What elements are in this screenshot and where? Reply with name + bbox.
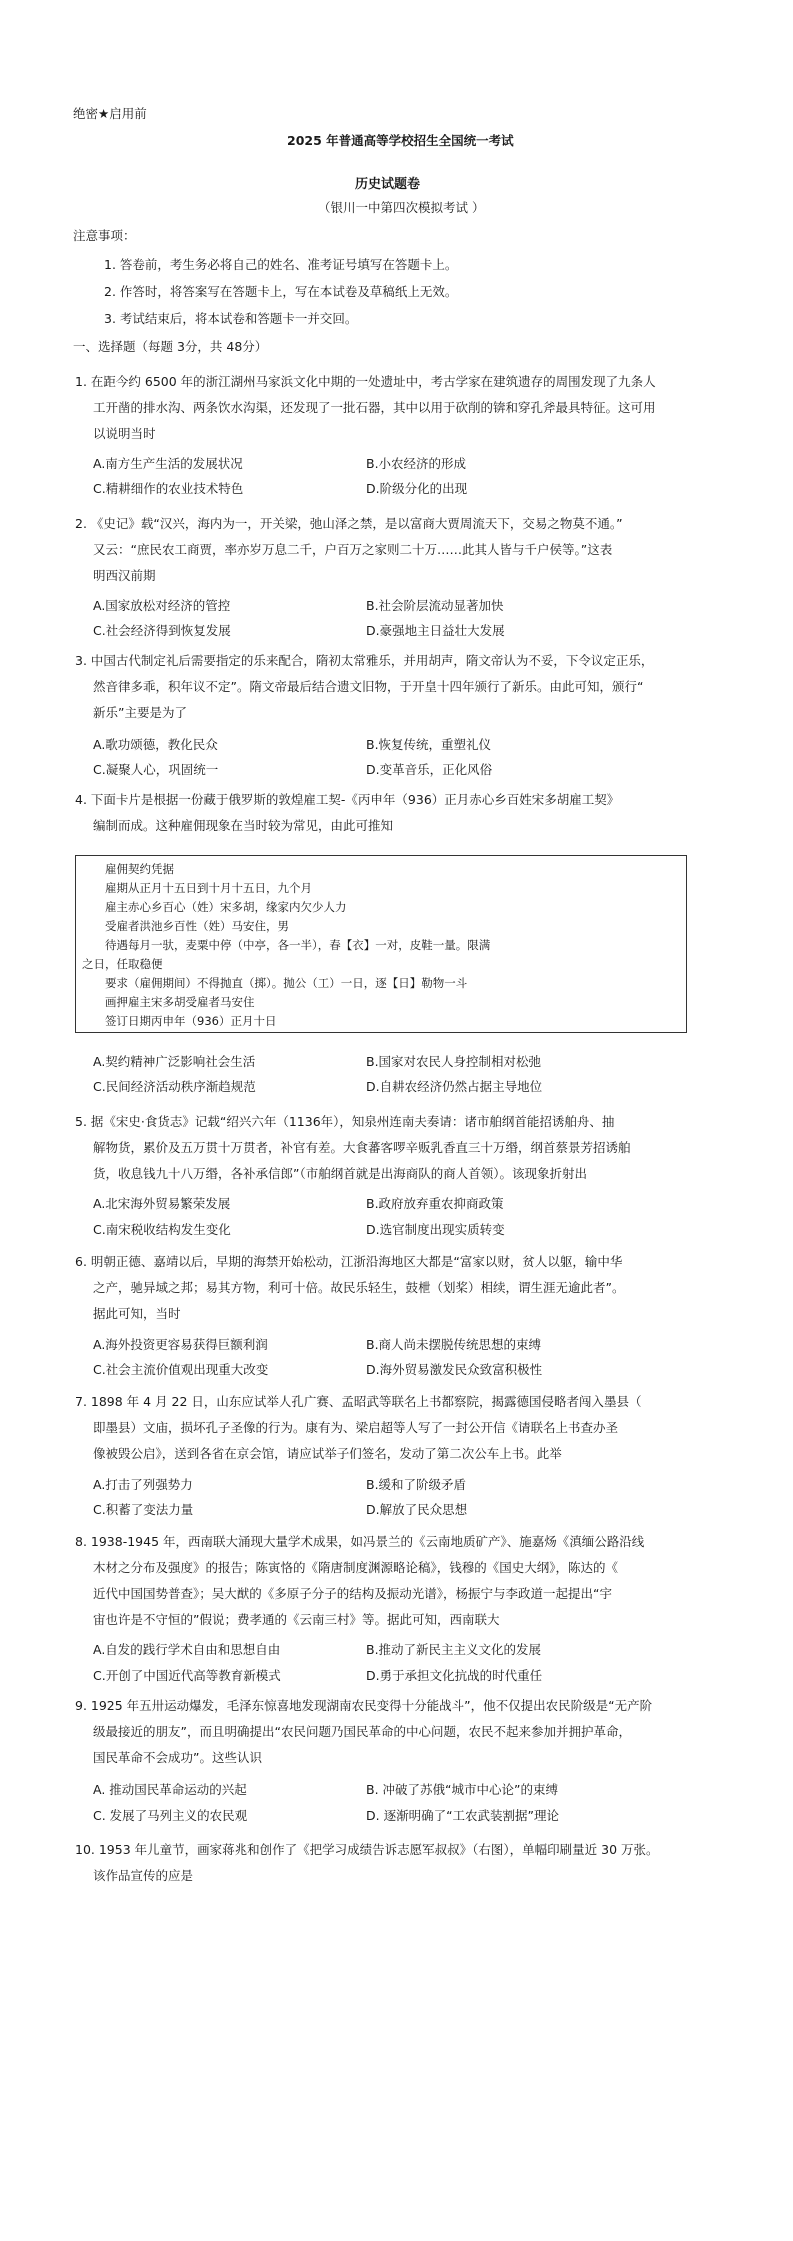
card-line: 画押雇主宋多胡受雇者马安住 [105,995,255,1009]
option-c: C.社会主流价值观出现重大改变 [93,1362,269,1377]
question-text: 据此可知，当时 [93,1306,181,1321]
question-text: 新乐”主要是为了 [93,705,187,720]
option-b: B.推动了新民主主义文化的发展 [366,1642,542,1657]
note-item: 3. 考试结束后，将本试卷和答题卡一并交回。 [104,311,358,326]
confidential-label: 绝密★启用前 [73,106,147,121]
question-text: 2. 《史记》载“汉兴，海内为一，开关梁，弛山泽之禁，是以富商大贾周流天下，交易之物莫不通。” [75,516,623,531]
question-text: 货，收息钱九十八万缗，各补承信郎”（市舶纲首就是出海商队的商人首领）。该现象折射出 [93,1166,587,1181]
option-a: A.打击了列强势力 [93,1477,193,1492]
question-text: 国民革命不会成功”。这些认识 [93,1750,262,1765]
option-b: B.恢复传统，重塑礼仪 [366,737,492,752]
question-text: 木材之分布及强度》的报告；陈寅恪的《隋唐制度渊源略论稿》，钱穆的《国史大纲》，陈达的《 [93,1560,619,1575]
option-a: A.自发的践行学术自由和思想自由 [93,1642,281,1657]
option-d: D.变革音乐，正化风俗 [366,762,493,777]
contract-card [75,855,687,1033]
note-item: 2. 作答时，将答案写在答题卡上，写在本试卷及草稿纸上无效。 [104,284,458,299]
option-d: D.勇于承担文化抗战的时代重任 [366,1668,543,1683]
option-d: D. 逐渐明确了“工农武装割据”理论 [366,1808,560,1823]
option-a: A.歌功颂德，教化民众 [93,737,218,752]
question-text: 5. 据《宋史·食货志》记载“绍兴六年（1136年），知泉州连南夫奏请：诸市舶纲首能招诱舶舟、抽 [75,1114,615,1129]
question-text: 工开凿的排水沟、两条饮水沟渠，还发现了一批石器，其中以用于砍削的锛和穿孔斧最具特征。这可用 [93,400,656,415]
card-line: 雇期从正月十五日到十月十五日，九个月 [105,881,312,895]
question-text: 级最接近的朋友”，而且明确提出“农民问题乃国民革命的中心问题，农民不起来参加并拥护革命， [93,1724,631,1739]
option-a: A.南方生产生活的发展状况 [93,456,243,471]
option-b: B. 冲破了苏俄“城市中心论”的束缚 [366,1782,558,1797]
question-text: 像被毁公启》，送到各省在京会馆，请应试举子们签名，发动了第二次公车上书。此举 [93,1446,562,1461]
option-c: C.积蓄了变法力量 [93,1502,194,1517]
question-text: 之产，驰异域之邦；易其方物，利可十倍。故民乐轻生，鼓枻（划桨）相续，谓生涯无逾此者”。 [93,1280,625,1295]
section-title: 一、选择题（每题 3分，共 48分） [73,339,268,354]
option-b: B.小农经济的形成 [366,456,467,471]
question-text: 3. 中国古代制定礼后需要指定的乐来配合，隋初太常雅乐，并用胡声，隋文帝认为不妥，下令议定正乐， [75,653,654,668]
option-a: A.契约精神广泛影响社会生活 [93,1054,256,1069]
question-text: 近代中国国势普查》；吴大猷的《多原子分子的结构及振动光谱》，杨振宁与李政道一起提出“宇 [93,1586,612,1601]
option-b: B.商人尚未摆脱传统思想的束缚 [366,1337,542,1352]
card-line: 待遇每月一驮，麦粟中停（中亭，各一半），春【衣】一对，皮鞋一量。限满 [105,938,491,952]
option-c: C.精耕细作的农业技术特色 [93,481,244,496]
question-text: 宙也许是不守恒的”假说；费孝通的《云南三村》等。据此可知，西南联大 [93,1612,500,1627]
option-d: D.豪强地主日益壮大发展 [366,623,505,638]
card-line: 签订日期丙申年（936）正月十日 [105,1014,277,1028]
question-text: 8. 1938-1945 年，西南联大涌现大量学术成果，如冯景兰的《云南地质矿产》、施嘉炀《滇缅公路沿线 [75,1534,645,1549]
option-b: B.社会阶层流动显著加快 [366,598,504,613]
option-c: C. 发展了马列主义的农民观 [93,1808,248,1823]
option-a: A.北宋海外贸易繁荣发展 [93,1196,231,1211]
option-c: C.民间经济活动秩序渐趋规范 [93,1079,256,1094]
option-a: A.海外投资更容易获得巨额利润 [93,1337,268,1352]
question-text: 6. 明朝正德、嘉靖以后，早期的海禁开始松动，江浙沿海地区大都是“富家以财，贫人以躯，输中华 [75,1254,623,1269]
option-b: B.政府放弃重农抑商政策 [366,1196,504,1211]
option-c: C.开创了中国近代高等教育新模式 [93,1668,281,1683]
note-item: 1. 答卷前，考生务必将自己的姓名、准考证号填写在答题卡上。 [104,257,458,272]
question-text: 以说明当时 [93,426,156,441]
question-text: 编制而成。这种雇佣现象在当时较为常见，由此可推知 [93,818,394,833]
question-text: 明西汉前期 [93,568,156,583]
exam-title: 2025 年普通高等学校招生全国统一考试 [287,133,514,148]
question-text: 即墨县）文庙，损坏孔子圣像的行为。康有为、梁启超等人写了一封公开信《请联名上书查办圣 [93,1420,619,1435]
question-text: 10. 1953 年儿童节，画家蒋兆和创作了《把学习成绩告诉志愿军叔叔》（右图），单幅印刷量近 30 万张。 [75,1842,659,1857]
question-text: 4. 下面卡片是根据一份藏于俄罗斯的敦煌雇工契-《丙申年（936）正月赤心乡百姓宋多胡雇工契》 [75,792,620,807]
option-d: D.解放了民众思想 [366,1502,468,1517]
card-line: 要求（雇佣期间）不得抛直（掷）。抛公（工）一日，逐【日】勒物一斗 [105,976,468,990]
option-b: B.国家对农民人身控制相对松弛 [366,1054,542,1069]
question-text: 该作品宣传的应是 [93,1868,194,1883]
paper-subtitle: （银川一中第四次模拟考试 ） [318,200,485,215]
question-text: 7. 1898 年 4 月 22 日，山东应试举人孔广赛、孟昭武等联名上书都察院，揭露德国侵略者闯入墨县（ [75,1394,642,1409]
option-d: D.选官制度出现实质转变 [366,1222,505,1237]
card-line: 之日，任取稳便 [82,957,163,971]
option-c: C.凝聚人心，巩固统一 [93,762,219,777]
question-text: 9. 1925 年五卅运动爆发，毛泽东惊喜地发现湖南农民变得十分能战斗”，他不仅提出农民阶级是“无产阶 [75,1698,653,1713]
paper-title: 历史试题卷 [355,177,421,192]
question-text: 1. 在距今约 6500 年的浙江湖州马家浜文化中期的一处遗址中，考古学家在建筑遗存的周围发现了九条人 [75,374,656,389]
option-b: B.缓和了阶级矛盾 [366,1477,467,1492]
option-d: D.自耕农经济仍然占据主导地位 [366,1079,543,1094]
option-d: D.海外贸易激发民众致富积极性 [366,1362,543,1377]
option-a: A.国家放松对经济的管控 [93,598,231,613]
card-line: 雇主赤心乡百心（姓）宋多胡，缘家内欠少人力 [105,900,347,914]
option-a: A. 推动国民革命运动的兴起 [93,1782,247,1797]
notes-title: 注意事项： [73,228,136,243]
option-c: C.社会经济得到恢复发展 [93,623,231,638]
option-c: C.南宋税收结构发生变化 [93,1222,231,1237]
card-line: 受雇者洪池乡百性（姓）马安住，男 [105,919,289,933]
card-line: 雇佣契约凭据 [105,862,174,876]
question-text: 又云：“庶民农工商贾，率亦岁万息二千，户百万之家则二十万……此其人皆与千户侯等。”这表 [93,542,613,557]
question-text: 解物货，累价及五万贯十万贯者，补官有差。大食蕃客啰辛贩乳香直三十万缗，纲首蔡景芳招诱舶 [93,1140,631,1155]
option-d: D.阶级分化的出现 [366,481,468,496]
question-text: 然音律多乖，积年议不定”。隋文帝最后结合遗文旧物，于开皇十四年颁行了新乐。由此可知，颁行“ [93,679,644,694]
